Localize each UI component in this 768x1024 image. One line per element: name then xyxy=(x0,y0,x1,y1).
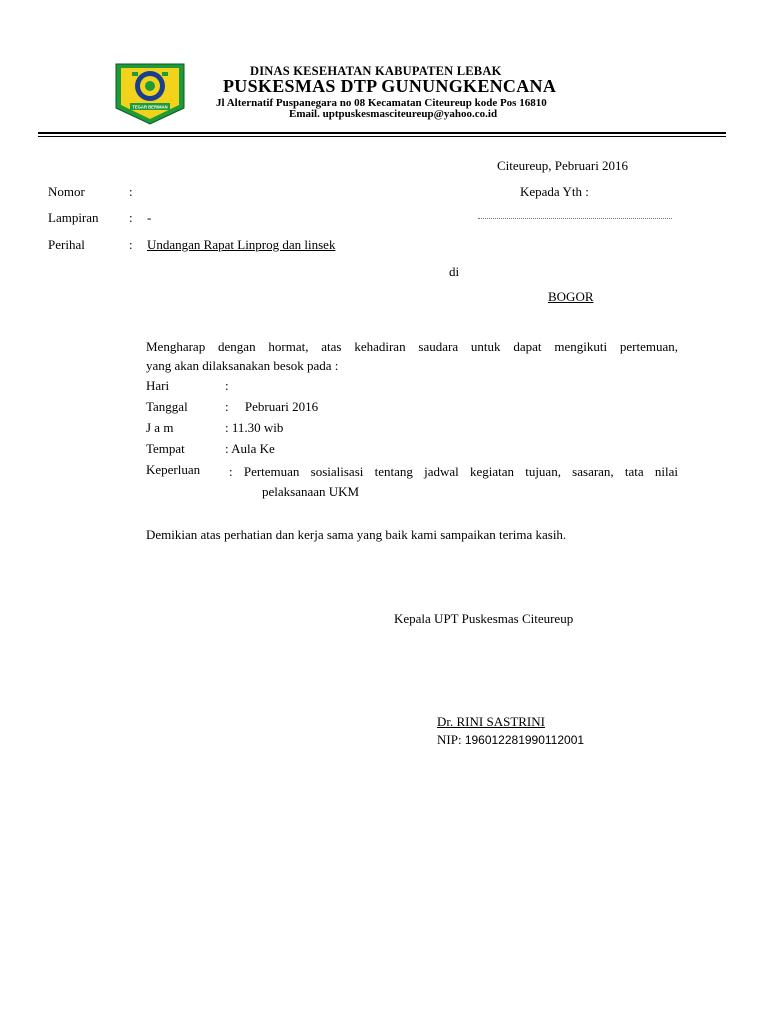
field-colon-lampiran: : xyxy=(129,210,133,225)
detail-value-tanggal: : Pebruari 2016 xyxy=(225,399,319,414)
closing-sentence: Demikian atas perhatian dan kerja sama yang baik kami sampaikan terima kasih. xyxy=(146,527,567,542)
signatory-nip xyxy=(437,732,584,748)
detail-value-jam: : 11.30 wib xyxy=(225,420,284,435)
logo-motto: TEGAR BERIMAN xyxy=(132,104,168,110)
institution-email: Email. uptpuskesmasciteureup@yahoo.co.id xyxy=(289,108,498,120)
detail-label-jam: J a m xyxy=(146,420,174,435)
field-value-perihal: Undangan Rapat Linprog dan linsek xyxy=(147,237,336,252)
body-intro-line2: yang akan dilaksanakan besok pada : xyxy=(146,358,339,373)
body-intro-line1: Mengharap dengan hormat, atas kehadiran saudara untuk dapat mengikuti pertemuan, xyxy=(146,339,678,354)
recipient-dotted-line xyxy=(478,218,672,219)
detail-purpose-continuation: pelaksanaan UKM xyxy=(262,484,360,499)
recipient-di: di xyxy=(449,264,460,279)
nip-number: 196012281990112001 xyxy=(464,733,585,747)
signatory-title: Kepala UPT Puskesmas Citeureup xyxy=(394,611,574,626)
field-colon-nomor: : xyxy=(129,184,133,199)
detail-label-hari: Hari xyxy=(146,378,170,393)
detail-label-keperluan: Keperluan xyxy=(146,462,201,477)
field-label-lampiran: Lampiran xyxy=(48,210,99,225)
recipient-city: BOGOR xyxy=(548,289,594,304)
field-colon-perihal: : xyxy=(129,237,133,252)
field-value-lampiran: - xyxy=(147,210,152,225)
header-rule-thick xyxy=(38,132,726,134)
agency-name: DINAS KESEHATAN KABUPATEN LEBAK xyxy=(250,64,502,78)
nip-label: NIP: xyxy=(437,732,465,747)
institution-address: Jl Alternatif Puspanegara no 08 Kecamatan Citeureup kode Pos 16810 xyxy=(216,97,547,109)
detail-label-tanggal: Tanggal xyxy=(146,399,188,414)
detail-label-tempat: Tempat xyxy=(146,441,185,456)
recipient-to: Kepada Yth : xyxy=(520,184,589,199)
detail-value-tempat: : Aula Ke xyxy=(225,441,275,456)
detail-value-keperluan: : Pertemuan sosialisasi tentang jadwal kegiatan tujuan, sasaran, tata nilai xyxy=(229,464,678,479)
institution-name: PUSKESMAS DTP GUNUNGKENCANA xyxy=(223,76,557,96)
field-label-perihal: Perihal xyxy=(48,237,85,252)
signatory-name: Dr. RINI SASTRINI xyxy=(437,714,545,729)
place-date: Citeureup, Pebruari 2016 xyxy=(497,158,629,173)
field-label-nomor: Nomor xyxy=(48,184,85,199)
header-rule-thin xyxy=(38,136,726,137)
detail-value-hari: : xyxy=(225,378,229,393)
lebak-regency-logo xyxy=(112,60,188,126)
